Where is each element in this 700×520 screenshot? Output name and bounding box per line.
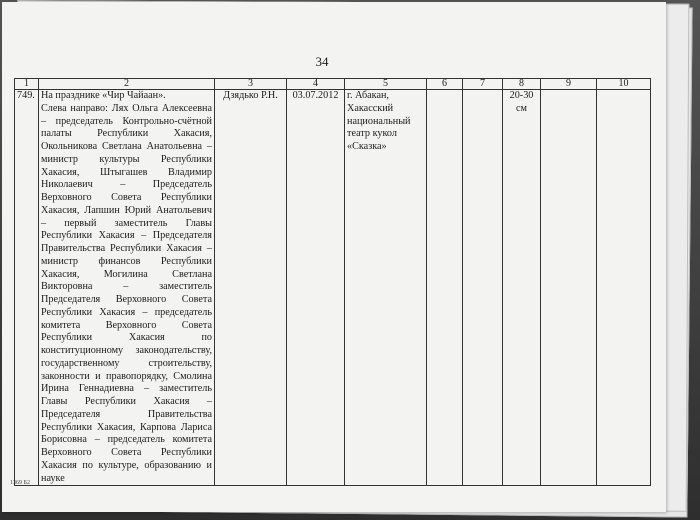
table-row: [15, 90, 651, 486]
register-table: [14, 78, 651, 486]
column-number-row: [15, 79, 651, 90]
page-number: 34: [315, 54, 329, 69]
photo-place: г. Абакан, Хакасский национальный театр кукол «Сказка»: [345, 90, 427, 486]
empty-cell: [597, 90, 651, 486]
column-header: 7: [463, 79, 503, 90]
print-stamp: 1369 Б2: [10, 480, 30, 486]
column-header: 10: [597, 79, 651, 90]
empty-cell: [463, 90, 503, 486]
photo-size: 20-30 см: [503, 90, 541, 486]
column-header: 5: [345, 79, 427, 90]
photo-date: 03.07.2012: [287, 90, 345, 486]
column-header: 9: [541, 79, 597, 90]
column-header: 3: [215, 79, 287, 90]
column-header: 2: [39, 79, 215, 90]
document-page: [2, 2, 666, 512]
photo-description: На празднике «Чир Чайаан». Слева направо: Лях Ольга Алексеевна – председатель Контрольно-счётной палаты Республики Хакасия, Окольникова Светлана Анатольевна – министр культуры Республики Хакасия, Штыгашев Владимир Николаевич – Председатель Верховного Совета Республики Хакасия, Лапшин Юрий Анатольевич – первый заместитель Главы Республики Хакасия – Председателя Правительства Республики Хакасия – министр финансов Республики Хакасия, Могилина Светлана Викторовна – заместитель Председателя Верховного Совета Республики Хакасия – председатель комитета Верховного Совета Республики Хакасия по конституционному законодательству, государственному строительству, законности и правопорядку, Смолина Ирина Геннадиевна – заместитель Главы Республики Хакасия – Председателя Правительства Республики Хакасия, Карпова Лариса Борисовна – председатель комитета Верховного Совета Республики Хакасия по культуре, образованию и науке: [39, 90, 215, 486]
row-number: 749.: [15, 90, 39, 486]
column-header: 6: [427, 79, 463, 90]
empty-cell: [541, 90, 597, 486]
column-header: 4: [287, 79, 345, 90]
column-header: 1: [15, 79, 39, 90]
column-header: 8: [503, 79, 541, 90]
photo-author: Дзядько Р.Н.: [215, 90, 287, 486]
empty-cell: [427, 90, 463, 486]
